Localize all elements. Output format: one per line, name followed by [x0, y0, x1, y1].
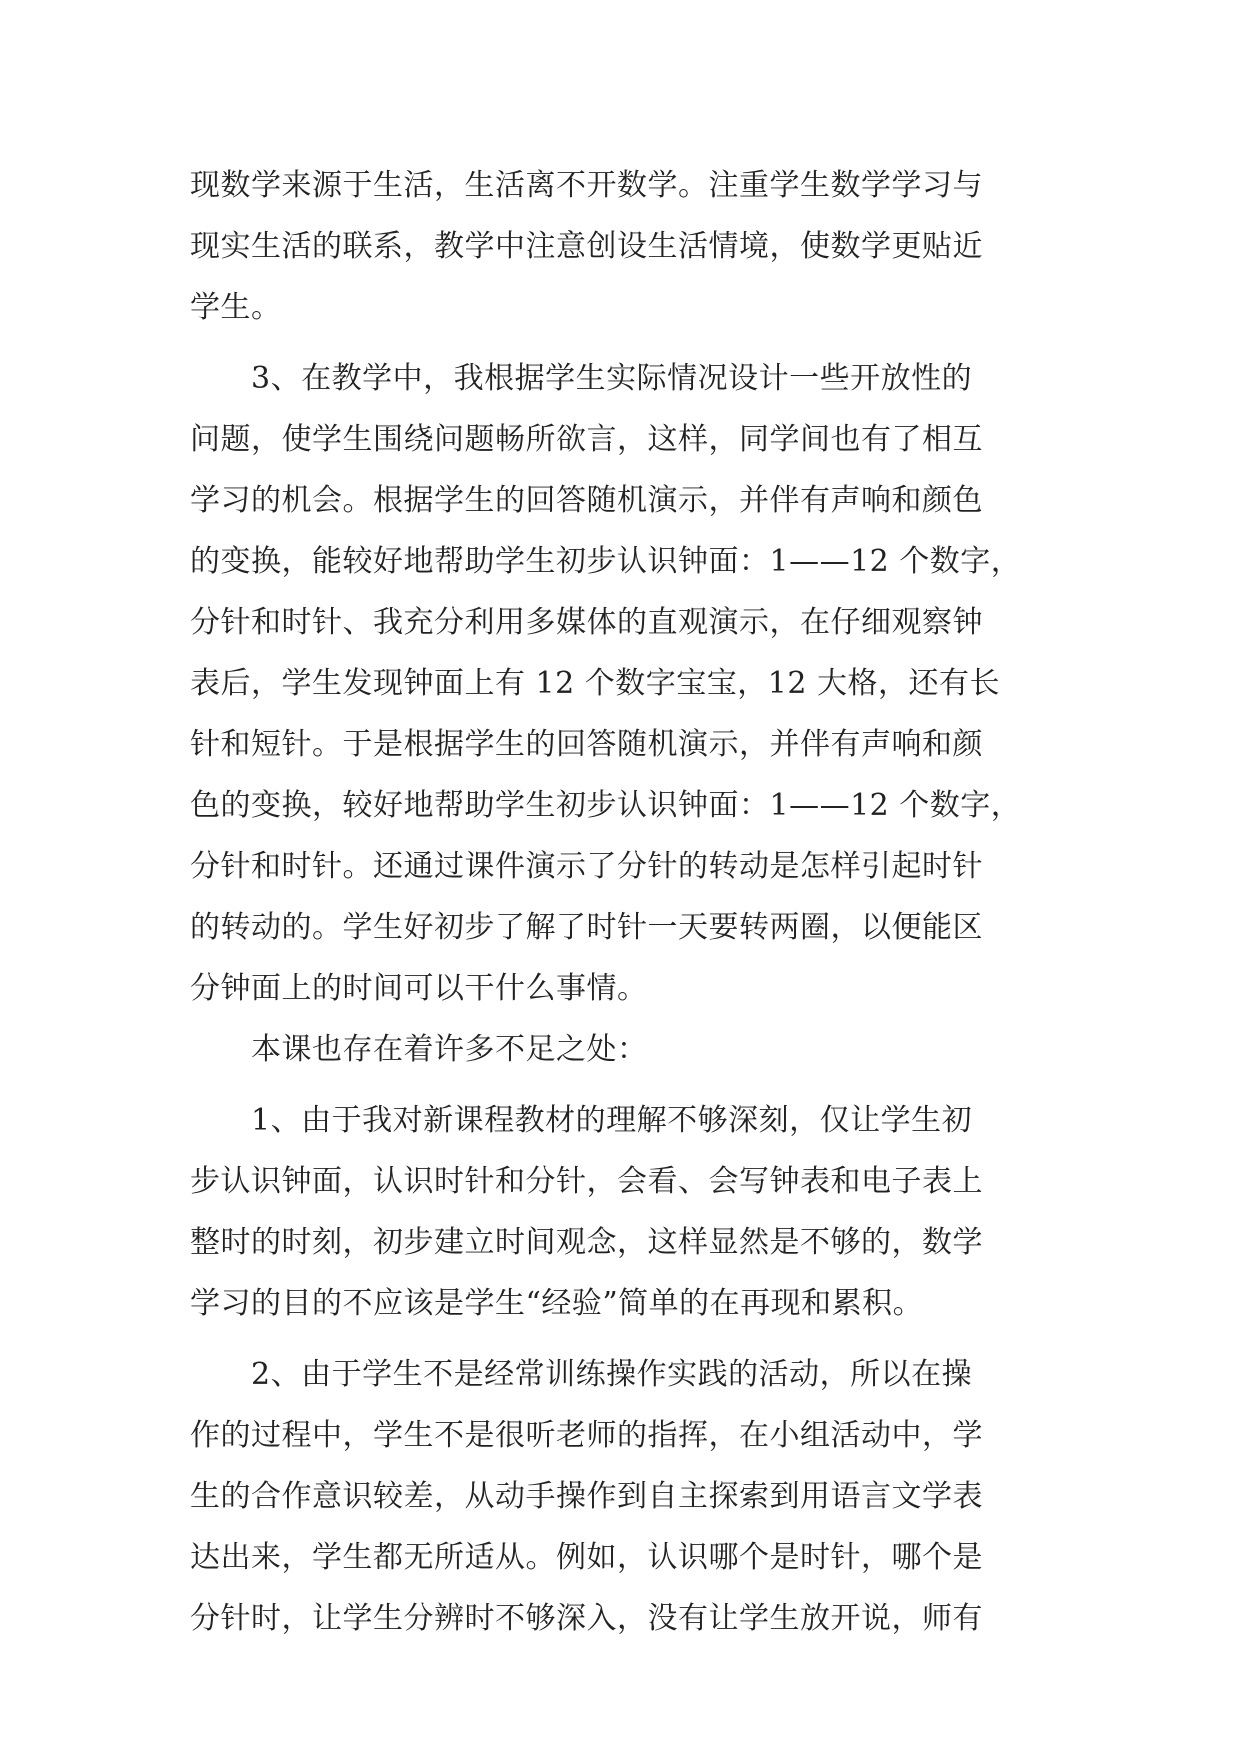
text-line: 的变换，能较好地帮助学生初步认识钟面：1——12 个数字，: [190, 544, 1022, 579]
text-line: 分针和时针。还通过课件演示了分针的转动是怎样引起时针: [190, 849, 983, 884]
text-line: 学习的机会。根据学生的回答随机演示，并伴有声响和颜色: [190, 483, 983, 518]
text-line: 问题，使学生围绕问题畅所欲言，这样，同学间也有了相互: [190, 422, 983, 457]
text-line: 针和短针。于是根据学生的回答随机演示，并伴有声响和颜: [190, 727, 983, 762]
text-line: 表后，学生发现钟面上有 12 个数字宝宝，12 大格，还有长: [190, 666, 1000, 701]
text-line: 作的过程中，学生不是很听老师的指挥，在小组活动中，学: [190, 1418, 983, 1453]
text-line: 本课也存在着许多不足之处：: [190, 1032, 648, 1067]
text-line: 步认识钟面，认识时针和分针，会看、会写钟表和电子表上: [190, 1164, 983, 1199]
text-line: 现数学来源于生活，生活离不开数学。注重学生数学学习与: [190, 168, 983, 203]
text-line: 的转动的。学生好初步了解了时针一天要转两圈，以便能区: [190, 910, 983, 945]
text-line: 整时的时刻，初步建立时间观念，这样显然是不够的，数学: [190, 1225, 983, 1260]
text-line: 分针和时针、我充分利用多媒体的直观演示，在仔细观察钟: [190, 605, 983, 640]
text-line: 分钟面上的时间可以干什么事情。: [190, 971, 648, 1006]
text-line: 学生。: [190, 290, 282, 325]
text-line: 1、由于我对新课程教材的理解不够深刻，仅让学生初: [190, 1103, 973, 1138]
text-line: 生的合作意识较差，从动手操作到自主探索到用语言文学表: [190, 1479, 983, 1514]
document-body: [190, 155, 1060, 1649]
text-line: 分针时，让学生分辨时不够深入，没有让学生放开说，师有: [190, 1601, 983, 1636]
text-line: 现实生活的联系，教学中注意创设生活情境，使数学更贴近: [190, 229, 983, 264]
text-line: 2、由于学生不是经常训练操作实践的活动，所以在操: [190, 1357, 973, 1392]
text-line: 3、在教学中，我根据学生实际情况设计一些开放性的: [190, 361, 973, 396]
text-line: 学习的目的不应该是学生“经验”简单的在再现和累积。: [190, 1286, 924, 1321]
text-line: 色的变换，较好地帮助学生初步认识钟面：1——12 个数字，: [190, 788, 1022, 823]
text-line: 达出来，学生都无所适从。例如，认识哪个是时针，哪个是: [190, 1540, 983, 1575]
